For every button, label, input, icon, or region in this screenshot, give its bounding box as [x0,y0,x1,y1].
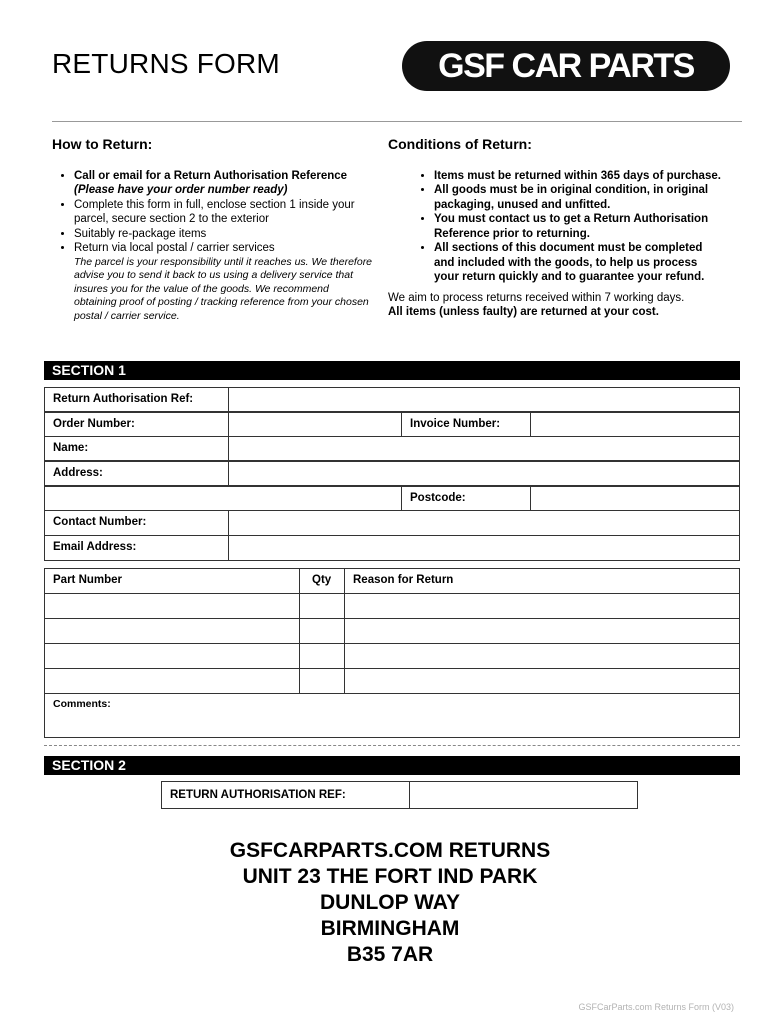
section2-return-ref-label: RETURN AUTHORISATION REF: [161,781,410,809]
footer-version: GSFCarParts.com Returns Form (V03) [578,1002,734,1012]
reason-field[interactable] [344,618,740,644]
address-field[interactable] [228,461,740,486]
conditions-note-bold: All items (unless faulty) are returned at your cost. [388,306,659,318]
address-line: BIRMINGHAM [320,917,460,940]
conditions-heading: Conditions of Return: [388,136,532,152]
postcode-label: Postcode: [401,486,531,511]
reason-field[interactable] [344,643,740,669]
how-to-item-italic: (Please have your order number ready) [74,184,288,196]
address-line: UNIT 23 THE FORT IND PARK [242,865,538,888]
address-line: GSFCARPARTS.COM RETURNS [229,839,551,862]
invoice-number-label: Invoice Number: [401,412,531,437]
part-number-field[interactable] [44,593,300,619]
conditions-note: We aim to process returns received within 7 working days. [388,291,685,304]
part-number-field[interactable] [44,643,300,669]
return-ref-field[interactable] [228,387,740,412]
return-ref-label: Return Authorisation Ref: [44,387,229,412]
page-title: RETURNS FORM [52,48,280,79]
how-to-item-bold: Call or email for a Return Authorisation Reference [74,169,348,182]
comments-label: Comments: [53,698,111,710]
return-address [160,838,620,968]
email-label: Email Address: [44,535,229,561]
section-1-header: SECTION 1 [44,361,740,380]
how-to-item: • Return via local postal / carrier services [74,241,382,256]
reason-field[interactable] [344,668,740,694]
comments-box[interactable] [44,693,740,738]
order-number-label: Order Number: [44,412,229,437]
conditions-of-return [388,137,733,320]
qty-field[interactable] [299,643,345,669]
cut-line [44,745,740,746]
email-field[interactable] [228,535,740,561]
qty-header: Qty [299,568,345,594]
reason-header: Reason for Return [344,568,740,594]
address-line: B35 7AR [346,943,434,966]
how-to-heading: How to Return: [52,136,153,152]
section2-return-ref-field[interactable] [409,781,638,809]
condition-item: • You must contact us to get a Return Authorisation Reference prior to returning. [434,212,724,241]
condition-item: • All sections of this document must be completed and included with the goods, to help us process your return quickly and to guarantee your refund. [434,241,724,285]
condition-item: • All goods must be in original condition, in original packaging, unused and unfitted. [434,183,724,212]
reason-field[interactable] [344,593,740,619]
address-label: Address: [44,461,229,486]
how-to-item: • Suitably re-package items [74,227,382,242]
postcode-field[interactable] [530,486,740,511]
logo-text: GSF CAR PARTS [438,46,694,85]
address-line: DUNLOP WAY [319,891,461,914]
name-label: Name: [44,436,229,461]
part-number-header: Part Number [44,568,300,594]
condition-item: • Items must be returned within 365 days of purchase. [434,169,724,184]
part-number-field[interactable] [44,668,300,694]
how-to-item [74,169,382,198]
contact-number-field[interactable] [228,510,740,536]
how-to-return [52,137,382,323]
qty-field[interactable] [299,668,345,694]
section-2-header: SECTION 2 [44,756,740,775]
qty-field[interactable] [299,618,345,644]
how-to-item: • Complete this form in full, enclose section 1 inside your parcel, secure section 2 to the exterior [74,198,382,227]
order-number-field[interactable] [228,412,402,437]
brand-logo [402,41,730,91]
invoice-number-field[interactable] [530,412,740,437]
part-number-field[interactable] [44,618,300,644]
header-divider [52,121,742,122]
address-line-2-field[interactable] [44,486,402,511]
qty-field[interactable] [299,593,345,619]
name-field[interactable] [228,436,740,461]
how-to-note: The parcel is your responsibility until it reaches us. We therefore advise you to send it back to us using a delivery service that insures you for the value of the goods. We recommend obtaining proof of posting / tracking reference from your chosen postal / carrier service. [74,255,373,322]
contact-number-label: Contact Number: [44,510,229,536]
